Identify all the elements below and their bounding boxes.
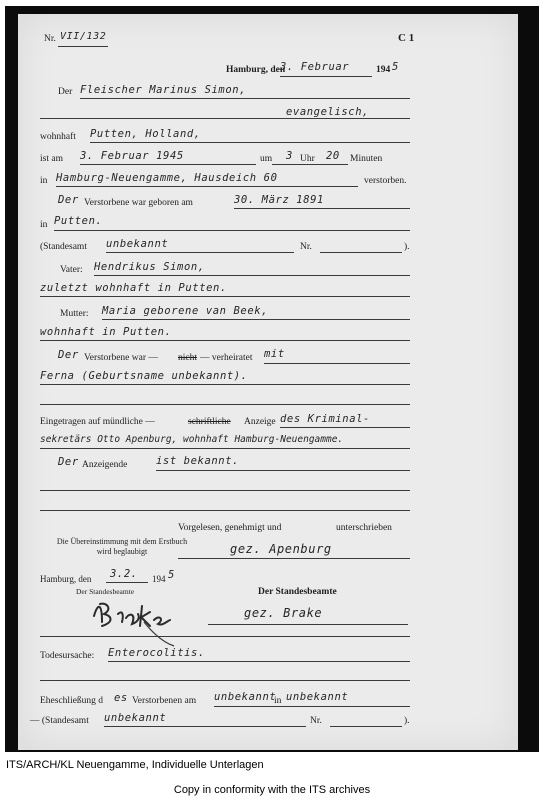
signed-text: unterschrieben <box>336 523 392 533</box>
death-date-label: ist am <box>40 154 63 164</box>
marriage-record-in: in <box>274 696 282 706</box>
cause-value: Enterocolitis. <box>108 647 205 659</box>
marriage-prefix: Der <box>58 349 79 361</box>
residence-label: wohnhaft <box>40 132 76 142</box>
document-number: VII/132 <box>60 31 107 42</box>
death-place: Hamburg-Neuengamme, Hausdeich 60 <box>56 172 278 184</box>
report-text2: Anzeige <box>244 417 276 427</box>
father-residence: zuletzt wohnhaft in Putten. <box>40 282 227 294</box>
official-label: Der Standesbeamte <box>258 587 337 597</box>
mother-name: Maria geborene van Beek, <box>102 305 269 317</box>
mother-label: Mutter: <box>60 309 89 319</box>
marriage-record-es: es <box>114 692 128 704</box>
reporter-signature: gez. Apenburg <box>230 542 332 556</box>
marriage-registry-value: unbekannt <box>104 712 167 724</box>
deceased-name: Fleischer Marinus Simon, <box>80 84 247 96</box>
birth-place: Putten. <box>54 215 103 227</box>
minuten-label: Minuten <box>350 154 383 164</box>
birth-in-label: in <box>40 220 48 230</box>
marriage-mit: mit <box>264 348 285 360</box>
conformity-note: Die Übereinstimmung mit dem Erstbuch wird beglaubigt <box>56 537 188 556</box>
reporter-label: Anzeigende <box>82 460 128 470</box>
father-name: Hendrikus Simon, <box>94 261 205 273</box>
marriage-registry-close: ). <box>404 716 410 726</box>
birth-prefix: Der <box>58 194 79 206</box>
registry-open: (Standesamt <box>40 242 87 252</box>
name-prefix: Der <box>58 87 73 97</box>
spouse-name: Ferna (Geburtsname unbekannt). <box>40 370 248 382</box>
birth-date: 30. März 1891 <box>234 194 324 206</box>
marriage-record-date: unbekannt <box>214 691 277 703</box>
death-hour: 3 <box>286 150 293 162</box>
conformity-caption: Copy in conformity with the ITS archives <box>173 784 371 796</box>
uhr-label: Uhr <box>300 154 315 164</box>
registry-nr: Nr. <box>300 242 312 252</box>
cert-year-digit: 5 <box>168 569 175 581</box>
reporter-prefix: Der <box>58 456 79 468</box>
um-label: um <box>260 154 273 164</box>
cert-date: 3.2. <box>110 568 138 580</box>
handwritten-signature <box>78 592 198 652</box>
cert-year-prefix: 194 <box>152 574 166 584</box>
religion: evangelisch, <box>286 106 370 118</box>
father-label: Vater: <box>60 265 83 275</box>
place-date-label: Hamburg, den <box>226 65 286 75</box>
in-label: in <box>40 176 48 186</box>
official-small-label: Der Standesbeamte <box>76 587 135 596</box>
form-code: C 1 <box>398 32 415 44</box>
reporter-line2: sekretärs Otto Apenburg, wohnhaft Hamburg-Neuengamme. <box>40 434 344 445</box>
marriage-record-place: unbekannt <box>286 691 349 703</box>
registration-date: 3. Februar <box>280 61 350 73</box>
number-label: Nr. <box>44 34 56 44</box>
official-signature: gez. Brake <box>244 606 323 620</box>
marriage-record-text1: Eheschließung d <box>40 696 104 706</box>
report-text1: Eingetragen auf mündliche — <box>40 417 155 427</box>
marriage-text2: — verheiratet <box>200 353 253 363</box>
birth-text: Verstorbene war geboren am <box>84 198 193 208</box>
report-struck: schriftliche <box>188 417 231 427</box>
marriage-record-text2: Verstorbenen am <box>132 696 197 706</box>
archive-caption: ITS/ARCH/KL Neuengamme, Individuelle Unterlagen <box>6 759 264 771</box>
reporter-line1: des Kriminal- <box>280 413 370 425</box>
death-date: 3. Februar 1945 <box>80 150 184 162</box>
cert-city: Hamburg, den <box>40 574 92 584</box>
marriage-struck: nicht <box>178 353 197 363</box>
registry-value: unbekannt <box>106 238 169 250</box>
year-prefix: 194 <box>376 65 391 75</box>
marriage-registry-open: — (Standesamt <box>30 716 89 726</box>
cause-label: Todesursache: <box>40 651 95 661</box>
mother-residence: wohnhaft in Putten. <box>40 326 172 338</box>
registry-close: ). <box>404 242 410 252</box>
marriage-registry-nr: Nr. <box>310 716 322 726</box>
death-minutes: 20 <box>326 150 340 162</box>
approved-text: Vorgelesen, genehmigt und <box>178 523 282 533</box>
document-sheet <box>18 14 518 750</box>
marriage-text1: Verstorbene war — <box>84 353 158 363</box>
year-digit: 5 <box>392 61 399 73</box>
residence-value: Putten, Holland, <box>90 128 201 140</box>
verstorben-label: verstorben. <box>364 176 407 186</box>
reporter-known: ist bekannt. <box>156 455 240 467</box>
